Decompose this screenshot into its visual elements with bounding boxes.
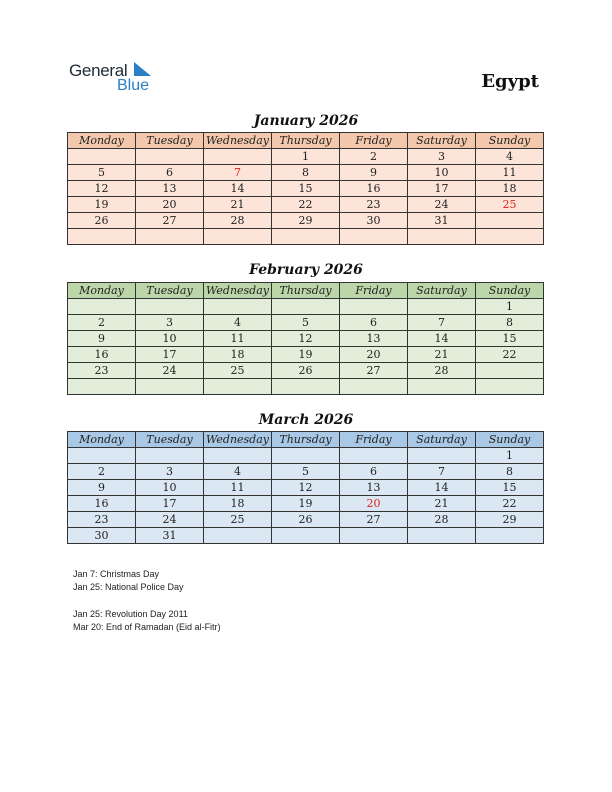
day-cell: 18 (204, 347, 272, 363)
day-cell: 8 (476, 464, 544, 480)
empty-day-cell (340, 528, 408, 544)
empty-day-cell (340, 379, 408, 395)
day-cell: 14 (204, 181, 272, 197)
empty-day-cell (136, 149, 204, 165)
day-cell: 4 (476, 149, 544, 165)
day-cell: 12 (68, 181, 136, 197)
weekday-header: Sunday (476, 432, 544, 448)
day-cell: 15 (476, 331, 544, 347)
weekday-header-row (68, 133, 544, 149)
empty-day-cell (136, 299, 204, 315)
holiday-note: Mar 20: End of Ramadan (Eid al-Fitr) (73, 622, 221, 632)
day-cell: 31 (136, 528, 204, 544)
empty-day-cell (136, 229, 204, 245)
week-row (68, 480, 544, 496)
empty-day-cell (68, 448, 136, 464)
day-cell: 25 (476, 197, 544, 213)
week-row (68, 213, 544, 229)
day-cell: 17 (408, 181, 476, 197)
weekday-header: Tuesday (136, 283, 204, 299)
day-cell: 31 (408, 213, 476, 229)
day-cell: 14 (408, 480, 476, 496)
week-row (68, 448, 544, 464)
empty-day-cell (204, 149, 272, 165)
week-row (68, 512, 544, 528)
empty-day-cell (408, 379, 476, 395)
day-cell: 29 (476, 512, 544, 528)
calendar-february (67, 282, 544, 395)
day-cell: 20 (136, 197, 204, 213)
day-cell: 23 (68, 363, 136, 379)
day-cell: 18 (204, 496, 272, 512)
day-cell: 20 (340, 496, 408, 512)
day-cell: 26 (272, 363, 340, 379)
day-cell: 27 (340, 512, 408, 528)
day-cell: 1 (476, 299, 544, 315)
weekday-header: Thursday (272, 283, 340, 299)
empty-day-cell (204, 448, 272, 464)
day-cell: 7 (408, 464, 476, 480)
empty-day-cell (272, 448, 340, 464)
weekday-header: Tuesday (136, 432, 204, 448)
day-cell: 9 (340, 165, 408, 181)
week-row (68, 379, 544, 395)
day-cell: 16 (340, 181, 408, 197)
week-row (68, 496, 544, 512)
day-cell: 17 (136, 496, 204, 512)
weekday-header: Wednesday (204, 283, 272, 299)
week-row (68, 347, 544, 363)
weekday-header: Tuesday (136, 133, 204, 149)
empty-day-cell (476, 379, 544, 395)
day-cell: 6 (340, 464, 408, 480)
day-cell: 11 (204, 331, 272, 347)
day-cell: 13 (136, 181, 204, 197)
day-cell: 4 (204, 315, 272, 331)
empty-day-cell (408, 528, 476, 544)
country-title: Egypt (481, 71, 539, 92)
day-cell: 14 (408, 331, 476, 347)
week-row (68, 197, 544, 213)
day-cell: 11 (476, 165, 544, 181)
empty-day-cell (136, 379, 204, 395)
day-cell: 26 (68, 213, 136, 229)
day-cell: 19 (272, 496, 340, 512)
day-cell: 5 (272, 315, 340, 331)
generalblue-logo (69, 61, 169, 97)
week-row (68, 165, 544, 181)
day-cell: 16 (68, 496, 136, 512)
weekday-header-row (68, 432, 544, 448)
day-cell: 12 (272, 331, 340, 347)
day-cell: 3 (408, 149, 476, 165)
day-cell: 9 (68, 480, 136, 496)
empty-day-cell (476, 229, 544, 245)
empty-day-cell (340, 229, 408, 245)
weekday-header: Wednesday (204, 133, 272, 149)
empty-day-cell (204, 299, 272, 315)
day-cell: 10 (136, 331, 204, 347)
week-row (68, 363, 544, 379)
weekday-header: Monday (68, 283, 136, 299)
logo-word-general: General (69, 61, 128, 80)
day-cell: 2 (68, 464, 136, 480)
month-title-february: February 2026 (249, 262, 363, 278)
day-cell: 29 (272, 213, 340, 229)
day-cell: 6 (136, 165, 204, 181)
day-cell: 21 (408, 496, 476, 512)
week-row (68, 528, 544, 544)
day-cell: 15 (476, 480, 544, 496)
weekday-header: Thursday (272, 133, 340, 149)
day-cell: 22 (476, 347, 544, 363)
holiday-note: Jan 7: Christmas Day (73, 569, 160, 579)
day-cell: 24 (136, 512, 204, 528)
day-cell: 1 (272, 149, 340, 165)
day-cell: 28 (408, 512, 476, 528)
empty-day-cell (272, 528, 340, 544)
empty-day-cell (408, 448, 476, 464)
day-cell: 3 (136, 315, 204, 331)
week-row (68, 149, 544, 165)
calendar-march (67, 431, 544, 544)
empty-day-cell (476, 213, 544, 229)
day-cell: 8 (476, 315, 544, 331)
weekday-header: Friday (340, 133, 408, 149)
logo-word-blue: Blue (117, 77, 150, 94)
week-row (68, 464, 544, 480)
day-cell: 8 (272, 165, 340, 181)
day-cell: 13 (340, 480, 408, 496)
week-row (68, 315, 544, 331)
weekday-header: Friday (340, 432, 408, 448)
day-cell: 22 (476, 496, 544, 512)
holiday-note: Jan 25: Revolution Day 2011 (73, 609, 188, 619)
empty-day-cell (68, 149, 136, 165)
day-cell: 28 (408, 363, 476, 379)
empty-day-cell (68, 299, 136, 315)
day-cell: 19 (272, 347, 340, 363)
empty-day-cell (408, 299, 476, 315)
day-cell: 13 (340, 331, 408, 347)
day-cell: 5 (68, 165, 136, 181)
day-cell: 20 (340, 347, 408, 363)
day-cell: 4 (204, 464, 272, 480)
day-cell: 10 (136, 480, 204, 496)
day-cell: 22 (272, 197, 340, 213)
day-cell: 12 (272, 480, 340, 496)
week-row (68, 181, 544, 197)
day-cell: 21 (204, 197, 272, 213)
day-cell: 26 (272, 512, 340, 528)
weekday-header: Saturday (408, 432, 476, 448)
month-title-march: March 2026 (258, 412, 354, 428)
day-cell: 27 (340, 363, 408, 379)
empty-day-cell (340, 299, 408, 315)
day-cell: 10 (408, 165, 476, 181)
weekday-header: Monday (68, 133, 136, 149)
day-cell: 1 (476, 448, 544, 464)
day-cell: 30 (340, 213, 408, 229)
day-cell: 25 (204, 363, 272, 379)
weekday-header: Friday (340, 283, 408, 299)
weekday-header: Monday (68, 432, 136, 448)
empty-day-cell (68, 379, 136, 395)
day-cell: 7 (204, 165, 272, 181)
day-cell: 19 (68, 197, 136, 213)
empty-day-cell (408, 229, 476, 245)
calendar-january (67, 132, 544, 245)
day-cell: 11 (204, 480, 272, 496)
weekday-header: Sunday (476, 133, 544, 149)
week-row (68, 299, 544, 315)
holiday-notes-group-1 (73, 568, 184, 594)
empty-day-cell (204, 379, 272, 395)
day-cell: 9 (68, 331, 136, 347)
day-cell: 3 (136, 464, 204, 480)
day-cell: 23 (340, 197, 408, 213)
empty-day-cell (476, 528, 544, 544)
day-cell: 21 (408, 347, 476, 363)
day-cell: 5 (272, 464, 340, 480)
month-title-january: January 2026 (253, 113, 359, 129)
day-cell: 30 (68, 528, 136, 544)
day-cell: 6 (340, 315, 408, 331)
day-cell: 18 (476, 181, 544, 197)
day-cell: 7 (408, 315, 476, 331)
weekday-header: Thursday (272, 432, 340, 448)
day-cell: 24 (136, 363, 204, 379)
weekday-header: Saturday (408, 133, 476, 149)
holiday-note: Jan 25: National Police Day (73, 582, 184, 592)
weekday-header: Sunday (476, 283, 544, 299)
empty-day-cell (340, 448, 408, 464)
empty-day-cell (136, 448, 204, 464)
weekday-header: Saturday (408, 283, 476, 299)
weekday-header: Wednesday (204, 432, 272, 448)
day-cell: 2 (340, 149, 408, 165)
day-cell: 16 (68, 347, 136, 363)
logo-triangle-icon (134, 62, 152, 76)
day-cell: 23 (68, 512, 136, 528)
day-cell: 25 (204, 512, 272, 528)
empty-day-cell (68, 229, 136, 245)
empty-day-cell (272, 229, 340, 245)
empty-day-cell (204, 528, 272, 544)
day-cell: 24 (408, 197, 476, 213)
empty-day-cell (204, 229, 272, 245)
day-cell: 17 (136, 347, 204, 363)
day-cell: 27 (136, 213, 204, 229)
day-cell: 28 (204, 213, 272, 229)
weekday-header-row (68, 283, 544, 299)
empty-day-cell (272, 299, 340, 315)
holiday-notes-group-2 (73, 608, 221, 634)
empty-day-cell (272, 379, 340, 395)
day-cell: 15 (272, 181, 340, 197)
week-row (68, 331, 544, 347)
day-cell: 2 (68, 315, 136, 331)
empty-day-cell (476, 363, 544, 379)
week-row (68, 229, 544, 245)
